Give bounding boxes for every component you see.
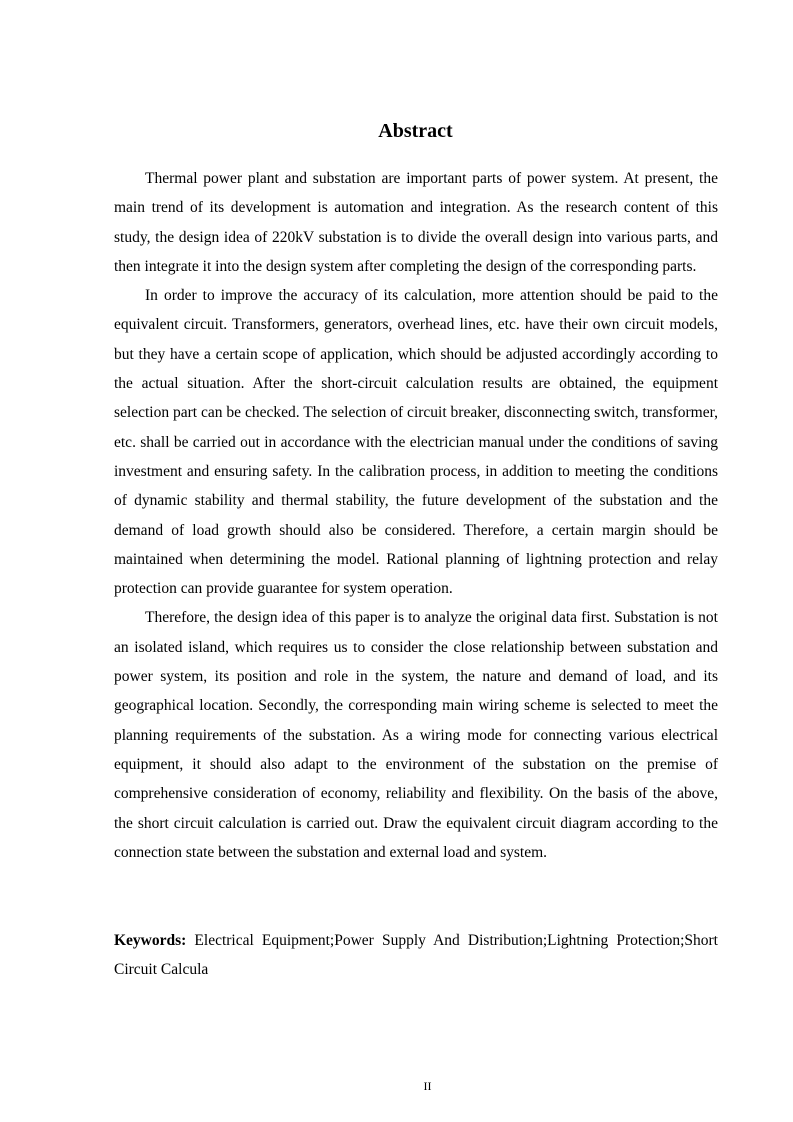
page-title: Abstract [378,120,453,142]
keywords-section [114,926,718,985]
paragraph-1: Thermal power plant and substation are important parts of power system. At present, the main trend of its development is automation and integration. As the research content of this study, the design idea of 220kV substation is to divide the overall design into various parts, and then integrate it into the design system after completing the design of the corresponding parts. [114,170,718,275]
abstract-body [114,164,718,867]
paragraph-2: In order to improve the accuracy of its calculation, more attention should be paid to the equivalent circuit. Transformers, generators, overhead lines, etc. have their own circuit models, but they have a certain scope of application, which should be adjusted accordingly according to the actual situation. After the short-circuit calculation results are obtained, the equipment selection part can be checked. The selection of circuit breaker, disconnecting switch, transformer, etc. shall be carried out in accordance with the electrician manual under the conditions of saving investment and ensuring safety. In the calibration process, in addition to meeting the conditions of dynamic stability and thermal stability, the future development of the substation and the demand of load growth should also be considered. Therefore, a certain margin should be maintained when determining the model. Rational planning of lightning protection and relay protection can provide guarantee for system operation. [114,287,718,598]
keywords-label: Keywords: [114,932,187,949]
paragraph-3: Therefore, the design idea of this paper is to analyze the original data first. Substation is not an isolated island, which requires us to consider the close relationship between substation and power system, its position and role in the system, the nature and demand of load, and its geographical location. Secondly, the corresponding main wiring scheme is selected to meet the planning requirements of the substation. As a wiring mode for connecting various electrical equipment, it should also adapt to the environment of the substation on the premise of comprehensive consideration of economy, reliability and flexibility. On the basis of the above, the short circuit calculation is carried out. Draw the equivalent circuit diagram according to the connection state between the substation and external load and system. [114,609,718,861]
page-number: II [423,1079,432,1093]
keywords-text: Electrical Equipment;Power Supply And Distribution;Lightning Protection;Short Circuit Calcula [114,932,718,979]
